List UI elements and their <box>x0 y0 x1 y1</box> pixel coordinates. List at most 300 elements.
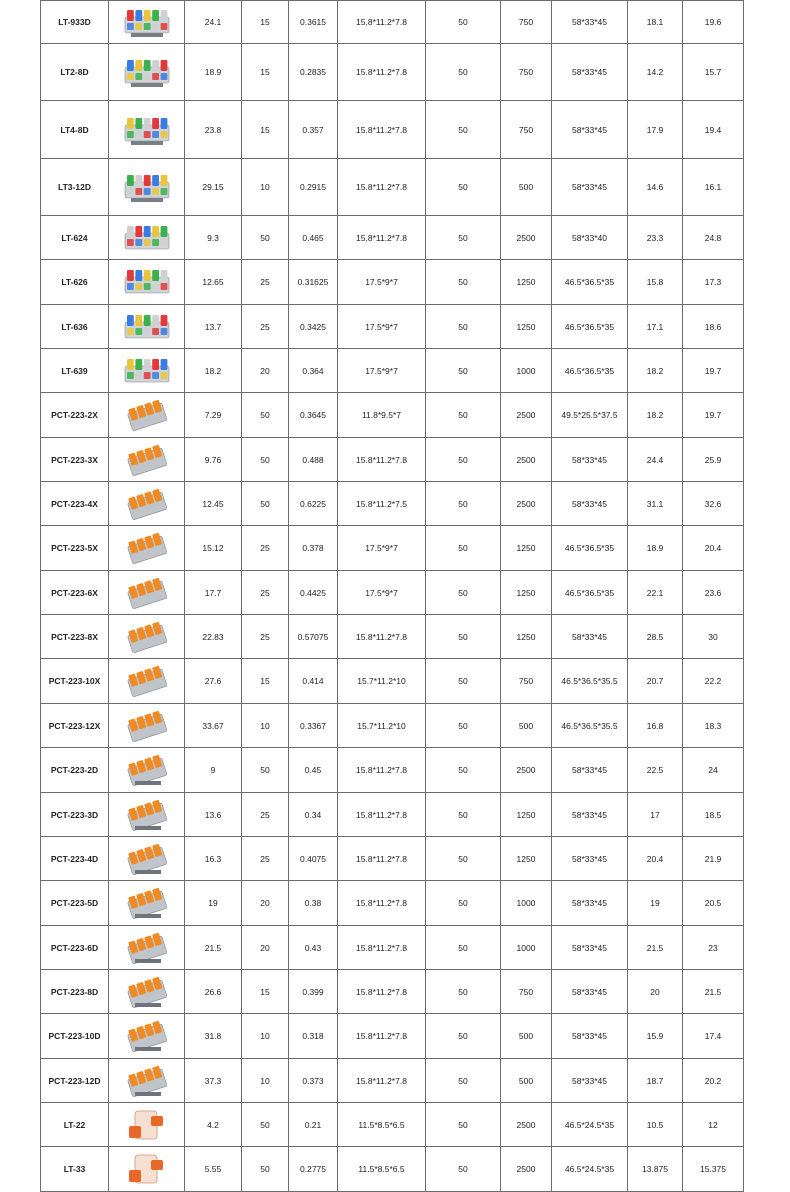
gross-weight-cell: 30 <box>683 615 744 659</box>
table-row <box>41 793 744 837</box>
pcs-per-bag-cell: 25 <box>242 837 289 881</box>
model-cell: PCT-223-4D <box>41 837 109 881</box>
unit-weight-cell: 12.65 <box>185 260 242 305</box>
bag-weight-cell: 0.3367 <box>289 704 338 748</box>
pcs-per-bag-cell: 20 <box>242 881 289 926</box>
model-cell: LT4-8D <box>41 101 109 159</box>
pcs-per-bag-cell: 50 <box>242 482 289 526</box>
unit-weight-cell: 13.7 <box>185 305 242 349</box>
net-weight-cell: 23.3 <box>628 216 683 260</box>
unit-weight-cell: 27.6 <box>185 659 242 704</box>
unit-weight-cell: 9.76 <box>185 438 242 482</box>
product-image-cell <box>109 615 185 659</box>
pcs-per-bag-cell: 20 <box>242 349 289 393</box>
bag-weight-cell: 0.364 <box>289 349 338 393</box>
bag-weight-cell: 0.3425 <box>289 305 338 349</box>
bags-per-carton-cell: 50 <box>426 571 501 615</box>
pcs-per-carton-cell: 1000 <box>501 349 552 393</box>
pct-orange-dinrail-icon <box>109 886 184 920</box>
pcs-per-bag-cell: 10 <box>242 1059 289 1103</box>
pct-orange-icon <box>109 576 184 610</box>
model-cell: PCT-223-12X <box>41 704 109 748</box>
bag-weight-cell: 0.6225 <box>289 482 338 526</box>
pct-orange-icon <box>109 487 184 521</box>
model-cell: PCT-223-5D <box>41 881 109 926</box>
table-row <box>41 482 744 526</box>
model-cell: PCT-223-10X <box>41 659 109 704</box>
bags-per-carton-cell: 50 <box>426 926 501 970</box>
bag-size-cell: 15.7*11.2*10 <box>338 659 426 704</box>
table-row <box>41 526 744 571</box>
carton-size-cell: 58*33*45 <box>552 482 628 526</box>
net-weight-cell: 22.1 <box>628 571 683 615</box>
product-image-cell <box>109 438 185 482</box>
product-image-cell <box>109 1 185 44</box>
product-image-cell <box>109 101 185 159</box>
pct-orange-dinrail-icon <box>109 798 184 832</box>
product-image-cell <box>109 704 185 748</box>
pct-orange-icon <box>109 398 184 432</box>
carton-size-cell: 46.5*24.5*35 <box>552 1103 628 1147</box>
pcs-per-carton-cell: 2500 <box>501 438 552 482</box>
pcs-per-carton-cell: 2500 <box>501 216 552 260</box>
net-weight-cell: 15.9 <box>628 1014 683 1059</box>
pcs-per-carton-cell: 1250 <box>501 526 552 571</box>
unit-weight-cell: 18.2 <box>185 349 242 393</box>
table-row <box>41 305 744 349</box>
gross-weight-cell: 20.4 <box>683 526 744 571</box>
net-weight-cell: 17 <box>628 793 683 837</box>
table-row <box>41 615 744 659</box>
carton-size-cell: 58*33*45 <box>552 1059 628 1103</box>
product-image-cell <box>109 349 185 393</box>
product-image-cell <box>109 1059 185 1103</box>
table-row <box>41 704 744 748</box>
net-weight-cell: 18.7 <box>628 1059 683 1103</box>
bag-size-cell: 17.5*9*7 <box>338 260 426 305</box>
unit-weight-cell: 37.3 <box>185 1059 242 1103</box>
pcs-per-bag-cell: 50 <box>242 748 289 793</box>
net-weight-cell: 16.8 <box>628 704 683 748</box>
pcs-per-carton-cell: 1250 <box>501 305 552 349</box>
pcs-per-bag-cell: 50 <box>242 393 289 438</box>
bag-weight-cell: 0.399 <box>289 970 338 1014</box>
table-row <box>41 349 744 393</box>
pcs-per-carton-cell: 1250 <box>501 571 552 615</box>
bag-size-cell: 15.7*11.2*10 <box>338 704 426 748</box>
gross-weight-cell: 17.4 <box>683 1014 744 1059</box>
unit-weight-cell: 23.8 <box>185 101 242 159</box>
pcs-per-carton-cell: 2500 <box>501 482 552 526</box>
pcs-per-bag-cell: 15 <box>242 659 289 704</box>
net-weight-cell: 20.7 <box>628 659 683 704</box>
pcs-per-bag-cell: 15 <box>242 44 289 101</box>
pcs-per-carton-cell: 1000 <box>501 926 552 970</box>
lt-multicolor-dinrail-icon <box>109 5 184 39</box>
table-row <box>41 438 744 482</box>
bag-size-cell: 15.8*11.2*7.8 <box>338 44 426 101</box>
bags-per-carton-cell: 50 <box>426 704 501 748</box>
product-image-cell <box>109 748 185 793</box>
bag-size-cell: 15.8*11.2*7.5 <box>338 482 426 526</box>
pcs-per-carton-cell: 750 <box>501 101 552 159</box>
bag-weight-cell: 0.21 <box>289 1103 338 1147</box>
model-cell: LT-626 <box>41 260 109 305</box>
unit-weight-cell: 19 <box>185 881 242 926</box>
product-image-cell <box>109 1147 185 1192</box>
net-weight-cell: 20.4 <box>628 837 683 881</box>
bags-per-carton-cell: 50 <box>426 793 501 837</box>
bags-per-carton-cell: 50 <box>426 1103 501 1147</box>
bag-weight-cell: 0.378 <box>289 526 338 571</box>
carton-size-cell: 46.5*36.5*35 <box>552 349 628 393</box>
lt-transparent-icon <box>109 1108 184 1142</box>
bag-weight-cell: 0.357 <box>289 101 338 159</box>
table-body <box>41 1 744 1192</box>
product-image-cell <box>109 1014 185 1059</box>
bag-size-cell: 15.8*11.2*7.8 <box>338 970 426 1014</box>
pcs-per-bag-cell: 10 <box>242 159 289 216</box>
pcs-per-bag-cell: 50 <box>242 1103 289 1147</box>
gross-weight-cell: 19.4 <box>683 101 744 159</box>
product-image-cell <box>109 393 185 438</box>
bags-per-carton-cell: 50 <box>426 260 501 305</box>
bag-size-cell: 15.8*11.2*7.8 <box>338 1059 426 1103</box>
gross-weight-cell: 23 <box>683 926 744 970</box>
bag-weight-cell: 0.373 <box>289 1059 338 1103</box>
table-row <box>41 260 744 305</box>
bag-weight-cell: 0.488 <box>289 438 338 482</box>
table-row <box>41 44 744 101</box>
bags-per-carton-cell: 50 <box>426 615 501 659</box>
gross-weight-cell: 22.2 <box>683 659 744 704</box>
pcs-per-carton-cell: 500 <box>501 159 552 216</box>
pcs-per-carton-cell: 500 <box>501 704 552 748</box>
gross-weight-cell: 32.6 <box>683 482 744 526</box>
unit-weight-cell: 5.55 <box>185 1147 242 1192</box>
pcs-per-bag-cell: 15 <box>242 1 289 44</box>
carton-size-cell: 46.5*36.5*35.5 <box>552 659 628 704</box>
lt-transparent-icon <box>109 1152 184 1186</box>
gross-weight-cell: 18.3 <box>683 704 744 748</box>
product-image-cell <box>109 260 185 305</box>
table-row <box>41 216 744 260</box>
gross-weight-cell: 24.8 <box>683 216 744 260</box>
gross-weight-cell: 19.7 <box>683 393 744 438</box>
carton-size-cell: 49.5*25.5*37.5 <box>552 393 628 438</box>
net-weight-cell: 20 <box>628 970 683 1014</box>
net-weight-cell: 14.6 <box>628 159 683 216</box>
unit-weight-cell: 21.5 <box>185 926 242 970</box>
carton-size-cell: 46.5*36.5*35 <box>552 260 628 305</box>
carton-size-cell: 46.5*36.5*35 <box>552 526 628 571</box>
net-weight-cell: 21.5 <box>628 926 683 970</box>
bag-size-cell: 15.8*11.2*7.8 <box>338 1014 426 1059</box>
product-image-cell <box>109 926 185 970</box>
model-cell: PCT-223-5X <box>41 526 109 571</box>
bags-per-carton-cell: 50 <box>426 1059 501 1103</box>
bag-size-cell: 11.8*9.5*7 <box>338 393 426 438</box>
pcs-per-carton-cell: 500 <box>501 1014 552 1059</box>
pct-orange-dinrail-icon <box>109 931 184 965</box>
table-row <box>41 101 744 159</box>
bags-per-carton-cell: 50 <box>426 438 501 482</box>
unit-weight-cell: 9 <box>185 748 242 793</box>
bags-per-carton-cell: 50 <box>426 881 501 926</box>
bags-per-carton-cell: 50 <box>426 482 501 526</box>
product-image-cell <box>109 1103 185 1147</box>
bag-weight-cell: 0.45 <box>289 748 338 793</box>
bag-size-cell: 15.8*11.2*7.8 <box>338 926 426 970</box>
pcs-per-bag-cell: 15 <box>242 101 289 159</box>
unit-weight-cell: 16.3 <box>185 837 242 881</box>
bags-per-carton-cell: 50 <box>426 748 501 793</box>
bag-size-cell: 15.8*11.2*7.8 <box>338 438 426 482</box>
pcs-per-bag-cell: 50 <box>242 216 289 260</box>
unit-weight-cell: 9.3 <box>185 216 242 260</box>
pct-orange-icon <box>109 709 184 743</box>
bags-per-carton-cell: 50 <box>426 1014 501 1059</box>
bags-per-carton-cell: 50 <box>426 216 501 260</box>
gross-weight-cell: 23.6 <box>683 571 744 615</box>
product-image-cell <box>109 482 185 526</box>
model-cell: LT-639 <box>41 349 109 393</box>
bag-weight-cell: 0.2835 <box>289 44 338 101</box>
unit-weight-cell: 33.67 <box>185 704 242 748</box>
net-weight-cell: 18.2 <box>628 349 683 393</box>
pcs-per-bag-cell: 25 <box>242 571 289 615</box>
carton-size-cell: 58*33*45 <box>552 970 628 1014</box>
bags-per-carton-cell: 50 <box>426 305 501 349</box>
model-cell: PCT-223-6X <box>41 571 109 615</box>
gross-weight-cell: 16.1 <box>683 159 744 216</box>
lt-multicolor-dinrail-icon <box>109 55 184 89</box>
unit-weight-cell: 12.45 <box>185 482 242 526</box>
unit-weight-cell: 15.12 <box>185 526 242 571</box>
gross-weight-cell: 18.6 <box>683 305 744 349</box>
bag-weight-cell: 0.414 <box>289 659 338 704</box>
carton-size-cell: 58*33*45 <box>552 44 628 101</box>
pcs-per-carton-cell: 1000 <box>501 881 552 926</box>
unit-weight-cell: 4.2 <box>185 1103 242 1147</box>
unit-weight-cell: 7.29 <box>185 393 242 438</box>
gross-weight-cell: 21.9 <box>683 837 744 881</box>
gross-weight-cell: 25.9 <box>683 438 744 482</box>
lt-multicolor-icon <box>109 221 184 255</box>
bags-per-carton-cell: 50 <box>426 1147 501 1192</box>
product-image-cell <box>109 44 185 101</box>
bag-weight-cell: 0.34 <box>289 793 338 837</box>
product-image-cell <box>109 571 185 615</box>
model-cell: PCT-223-6D <box>41 926 109 970</box>
model-cell: LT-933D <box>41 1 109 44</box>
net-weight-cell: 22.5 <box>628 748 683 793</box>
bag-size-cell: 11.5*8.5*6.5 <box>338 1147 426 1192</box>
bags-per-carton-cell: 50 <box>426 659 501 704</box>
pcs-per-carton-cell: 2500 <box>501 748 552 793</box>
bag-weight-cell: 0.2915 <box>289 159 338 216</box>
pct-orange-dinrail-icon <box>109 753 184 787</box>
model-cell: PCT-223-8D <box>41 970 109 1014</box>
bag-size-cell: 15.8*11.2*7.8 <box>338 793 426 837</box>
gross-weight-cell: 19.6 <box>683 1 744 44</box>
lt-multicolor-icon <box>109 265 184 299</box>
product-image-cell <box>109 970 185 1014</box>
bag-weight-cell: 0.31625 <box>289 260 338 305</box>
pct-orange-dinrail-icon <box>109 842 184 876</box>
carton-size-cell: 46.5*36.5*35 <box>552 305 628 349</box>
pcs-per-carton-cell: 1250 <box>501 837 552 881</box>
unit-weight-cell: 31.8 <box>185 1014 242 1059</box>
net-weight-cell: 18.1 <box>628 1 683 44</box>
model-cell: PCT-223-4X <box>41 482 109 526</box>
bag-weight-cell: 0.465 <box>289 216 338 260</box>
lt-multicolor-dinrail-icon <box>109 170 184 204</box>
model-cell: LT3-12D <box>41 159 109 216</box>
carton-size-cell: 58*33*45 <box>552 837 628 881</box>
pct-orange-icon <box>109 620 184 654</box>
bag-size-cell: 17.5*9*7 <box>338 571 426 615</box>
net-weight-cell: 10.5 <box>628 1103 683 1147</box>
bag-weight-cell: 0.318 <box>289 1014 338 1059</box>
carton-size-cell: 58*33*40 <box>552 216 628 260</box>
pcs-per-bag-cell: 15 <box>242 970 289 1014</box>
bags-per-carton-cell: 50 <box>426 44 501 101</box>
bag-size-cell: 17.5*9*7 <box>338 305 426 349</box>
product-image-cell <box>109 881 185 926</box>
bag-size-cell: 17.5*9*7 <box>338 526 426 571</box>
gross-weight-cell: 20.2 <box>683 1059 744 1103</box>
product-image-cell <box>109 159 185 216</box>
carton-size-cell: 58*33*45 <box>552 159 628 216</box>
product-spec-table <box>40 0 744 1192</box>
model-cell: PCT-223-3D <box>41 793 109 837</box>
pct-orange-icon <box>109 443 184 477</box>
net-weight-cell: 17.1 <box>628 305 683 349</box>
bags-per-carton-cell: 50 <box>426 1 501 44</box>
product-image-cell <box>109 837 185 881</box>
gross-weight-cell: 21.5 <box>683 970 744 1014</box>
bag-size-cell: 11.5*8.5*6.5 <box>338 1103 426 1147</box>
pcs-per-bag-cell: 50 <box>242 438 289 482</box>
bag-weight-cell: 0.4425 <box>289 571 338 615</box>
table-row <box>41 393 744 438</box>
pct-orange-icon <box>109 531 184 565</box>
bag-weight-cell: 0.3615 <box>289 1 338 44</box>
gross-weight-cell: 12 <box>683 1103 744 1147</box>
gross-weight-cell: 18.5 <box>683 793 744 837</box>
model-cell: PCT-223-2D <box>41 748 109 793</box>
carton-size-cell: 58*33*45 <box>552 1014 628 1059</box>
bag-size-cell: 15.8*11.2*7.8 <box>338 881 426 926</box>
pcs-per-carton-cell: 1250 <box>501 615 552 659</box>
table-row <box>41 926 744 970</box>
bags-per-carton-cell: 50 <box>426 393 501 438</box>
carton-size-cell: 58*33*45 <box>552 1 628 44</box>
carton-size-cell: 46.5*36.5*35.5 <box>552 704 628 748</box>
bag-size-cell: 15.8*11.2*7.8 <box>338 837 426 881</box>
pcs-per-bag-cell: 25 <box>242 305 289 349</box>
pcs-per-carton-cell: 1250 <box>501 793 552 837</box>
net-weight-cell: 17.9 <box>628 101 683 159</box>
carton-size-cell: 58*33*45 <box>552 615 628 659</box>
table-row <box>41 1147 744 1192</box>
net-weight-cell: 15.8 <box>628 260 683 305</box>
carton-size-cell: 58*33*45 <box>552 926 628 970</box>
unit-weight-cell: 26.6 <box>185 970 242 1014</box>
table-row <box>41 1014 744 1059</box>
product-image-cell <box>109 659 185 704</box>
bag-weight-cell: 0.43 <box>289 926 338 970</box>
unit-weight-cell: 17.7 <box>185 571 242 615</box>
bag-weight-cell: 0.2775 <box>289 1147 338 1192</box>
pcs-per-carton-cell: 500 <box>501 1059 552 1103</box>
net-weight-cell: 18.2 <box>628 393 683 438</box>
pcs-per-bag-cell: 25 <box>242 793 289 837</box>
bags-per-carton-cell: 50 <box>426 837 501 881</box>
bag-size-cell: 17.5*9*7 <box>338 349 426 393</box>
table-row <box>41 1103 744 1147</box>
pct-orange-icon <box>109 664 184 698</box>
bag-size-cell: 15.8*11.2*7.8 <box>338 216 426 260</box>
bags-per-carton-cell: 50 <box>426 349 501 393</box>
model-cell: LT2-8D <box>41 44 109 101</box>
gross-weight-cell: 15.375 <box>683 1147 744 1192</box>
table-row <box>41 837 744 881</box>
table-row <box>41 159 744 216</box>
carton-size-cell: 46.5*24.5*35 <box>552 1147 628 1192</box>
net-weight-cell: 14.2 <box>628 44 683 101</box>
carton-size-cell: 58*33*45 <box>552 101 628 159</box>
table-row <box>41 748 744 793</box>
lt-multicolor-icon <box>109 310 184 344</box>
bag-size-cell: 15.8*11.2*7.8 <box>338 159 426 216</box>
pcs-per-carton-cell: 2500 <box>501 1103 552 1147</box>
unit-weight-cell: 24.1 <box>185 1 242 44</box>
pcs-per-bag-cell: 25 <box>242 260 289 305</box>
product-image-cell <box>109 793 185 837</box>
unit-weight-cell: 29.15 <box>185 159 242 216</box>
gross-weight-cell: 20.5 <box>683 881 744 926</box>
carton-size-cell: 46.5*36.5*35 <box>552 571 628 615</box>
net-weight-cell: 13.875 <box>628 1147 683 1192</box>
net-weight-cell: 28.5 <box>628 615 683 659</box>
carton-size-cell: 58*33*45 <box>552 881 628 926</box>
bag-weight-cell: 0.57075 <box>289 615 338 659</box>
pcs-per-bag-cell: 25 <box>242 526 289 571</box>
model-cell: LT-33 <box>41 1147 109 1192</box>
table-row <box>41 881 744 926</box>
product-image-cell <box>109 216 185 260</box>
pcs-per-bag-cell: 25 <box>242 615 289 659</box>
bags-per-carton-cell: 50 <box>426 970 501 1014</box>
pcs-per-bag-cell: 20 <box>242 926 289 970</box>
bag-size-cell: 15.8*11.2*7.8 <box>338 101 426 159</box>
carton-size-cell: 58*33*45 <box>552 748 628 793</box>
bag-size-cell: 15.8*11.2*7.8 <box>338 615 426 659</box>
pcs-per-carton-cell: 750 <box>501 1 552 44</box>
net-weight-cell: 24.4 <box>628 438 683 482</box>
unit-weight-cell: 13.6 <box>185 793 242 837</box>
bags-per-carton-cell: 50 <box>426 101 501 159</box>
pcs-per-bag-cell: 10 <box>242 704 289 748</box>
model-cell: PCT-223-8X <box>41 615 109 659</box>
bag-size-cell: 15.8*11.2*7.8 <box>338 748 426 793</box>
model-cell: LT-624 <box>41 216 109 260</box>
bag-weight-cell: 0.38 <box>289 881 338 926</box>
model-cell: PCT-223-10D <box>41 1014 109 1059</box>
lt-multicolor-dinrail-icon <box>109 113 184 147</box>
